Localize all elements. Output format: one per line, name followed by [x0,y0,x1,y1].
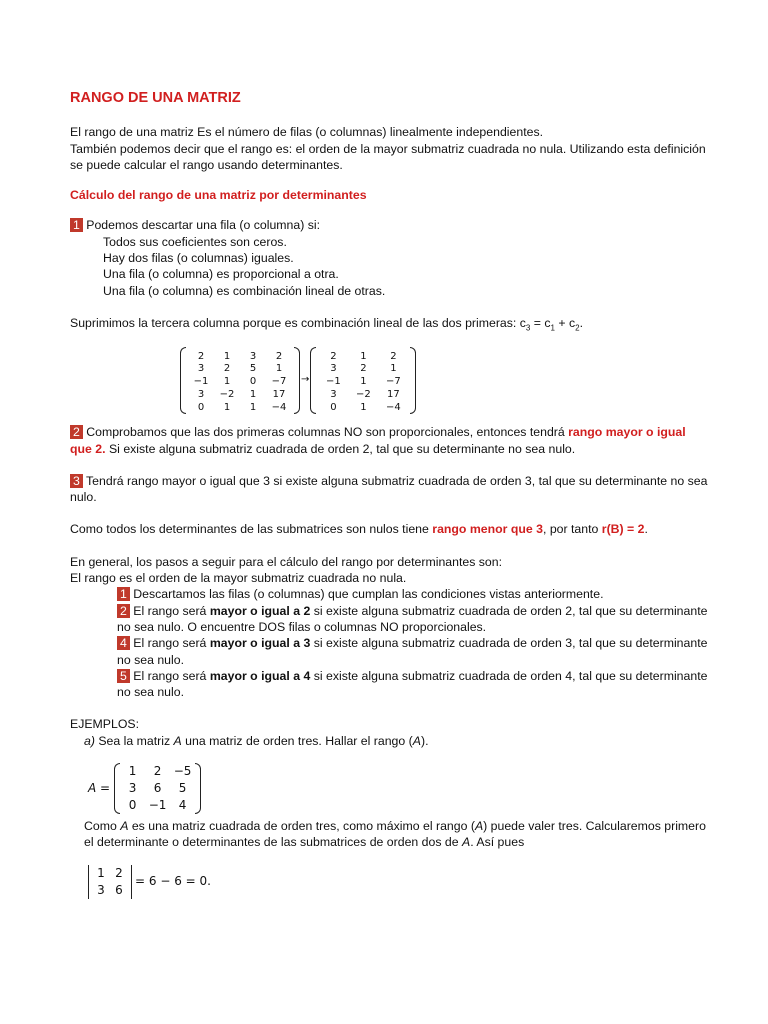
matrix-cell: 3 [197,388,205,400]
example-a: a) Sea la matriz A una matriz de orden tres. Hallar el rango (A). [84,733,429,748]
matrix-cell: 6 [153,780,162,795]
determinant-cell: 3 [97,882,105,897]
matrix-cell: 1 [223,401,231,413]
matrix-cell: 1 [360,350,367,362]
list-item: Todos sus coeficientes son ceros. [103,234,287,249]
matrix-cell: 3 [249,350,257,362]
list-item: 4 El rango será mayor o igual a 3 si existe alguna submatriz cuadrada de orden 3, tal que su determinante no sea nulo. [117,636,708,667]
matrix-cell: 1 [249,388,257,400]
list-item: Hay dos filas (o columnas) iguales. [103,251,294,266]
matrix-right [310,347,416,415]
suppress-text: Suprimimos la tercera columna porque es combinación lineal de las dos primeras: $c_3 = c_1 + c_2$. [70,315,584,333]
determinant [88,865,132,899]
matrix-cell: 5 [249,363,257,375]
determinant-equation [88,865,710,899]
intro-line-1: El rango de una matriz Es el número de filas (o columnas) linealmente independientes. [70,125,544,140]
matrix-cell: −7 [271,376,287,388]
conclusion: Como todos los determinantes de las submatrices son nulos tiene rango menor que 3, por tanto r(B) = 2. [70,522,648,537]
matrix-cell: 1 [390,363,397,375]
list-item: 1 Descartamos las filas (o columnas) que cumplan las condiciones vistas anteriormente. [117,586,710,602]
matrix-cell: −4 [271,401,287,413]
matrix-cell: 1 [249,401,257,413]
determinant-cell: 2 [115,865,123,880]
determinant-cell: 6 [115,882,123,897]
matrix-cell: 3 [128,780,137,795]
matrix-cell: 1 [360,376,367,388]
matrix-cell: −1 [148,797,167,812]
matrix-cell: −1 [193,376,209,388]
step-1-items [70,234,710,299]
matrix-A-label: A = [88,781,111,796]
matrix-cell: 2 [197,350,205,362]
matrix-cell: 2 [360,363,367,375]
examples-heading: EJEMPLOS: [70,717,140,732]
matrix-cell: −7 [386,376,401,388]
matrix-cell: 2 [330,350,337,362]
arrow-icon: → [301,374,310,386]
determinant-result: = 6 − 6 = 0. [135,874,211,889]
matrix-cell: 17 [387,388,400,400]
matrix-cell: −2 [219,388,235,400]
matrix-cell: 3 [330,388,337,400]
steps-list [70,586,710,700]
example-text: Como A es una matriz cuadrada de orden tres, como máximo el rango (A) puede valer tres. Calcularemos primero el determinante o determinantes de las submatrices de orden dos de A. Así pues [84,818,706,850]
matrix-cell: 5 [178,780,187,795]
determinant-cell: 1 [97,865,105,880]
matrix-cell: 2 [390,350,397,362]
list-item: 2 El rango será mayor o igual a 2 si existe alguna submatriz cuadrada de orden 2, tal que su determinante no sea nulo. O encuentre DOS filas o columnas NO proporcionales. [117,603,708,634]
matrix-cell: 1 [223,350,231,362]
matrix-cell: 0 [249,376,257,388]
matrix-cell: 17 [272,388,286,400]
matrix-equation [180,347,710,415]
general-line-2: El rango es el orden de la mayor submatriz cuadrada no nula. [70,571,407,586]
step-badge: 1 [70,218,83,232]
matrix-cell: 0 [128,797,137,812]
step-2: 2 Comprobamos que las dos primeras columnas NO son proporcionales, entonces tendrá rango mayor o igual que 2. Si existe alguna submatriz cuadrada de orden 2, tal que su determinante no sea nulo. [70,425,686,456]
section-heading: Cálculo del rango de una matriz por determinantes [70,188,367,203]
matrix-cell: 2 [275,350,283,362]
matrix-cell: 4 [178,797,187,812]
intro-line-2: También podemos decir que el rango es: el orden de la mayor submatriz cuadrada no nula. Utilizando esta definición se puede calcular el rango usando determinantes. [70,141,706,172]
matrix-cell: 1 [223,376,231,388]
matrix-cell: 2 [223,363,231,375]
matrix-cell: 3 [197,363,205,375]
matrix-cell: 1 [360,401,367,413]
list-item: Una fila (o columna) es proporcional a otra. [103,267,339,282]
list-item: 5 El rango será mayor o igual a 4 si existe alguna submatriz cuadrada de orden 4, tal que su determinante no sea nulo. [117,668,708,700]
page-title: RANGO DE UNA MATRIZ [70,90,241,106]
matrix-cell: 3 [330,363,337,375]
step-3: 3 Tendrá rango mayor o igual que 3 si existe alguna submatriz cuadrada de orden 3, tal que su determinante no sea nulo. [70,473,708,505]
matrix-cell: 1 [275,363,283,375]
matrix-cell: 0 [330,401,337,413]
matrix-cell: −1 [326,376,341,388]
matrix-left [180,347,300,415]
matrix-cell: −2 [356,388,371,400]
matrix-cell: 1 [128,763,137,778]
matrix-A [114,763,201,814]
matrix-cell: −4 [386,401,401,413]
general-line-1: En general, los pasos a seguir para el cálculo del rango por determinantes son: [70,554,503,569]
step-1: 1 Podemos descartar una fila (o columna) si: [70,217,710,233]
list-item: Una fila (o columna) es combinación lineal de otras. [103,283,386,298]
matrix-cell: −5 [173,763,192,778]
matrix-cell: 2 [153,763,162,778]
matrix-A-equation [88,763,710,814]
document-page [70,90,710,899]
matrix-cell: 0 [197,401,205,413]
